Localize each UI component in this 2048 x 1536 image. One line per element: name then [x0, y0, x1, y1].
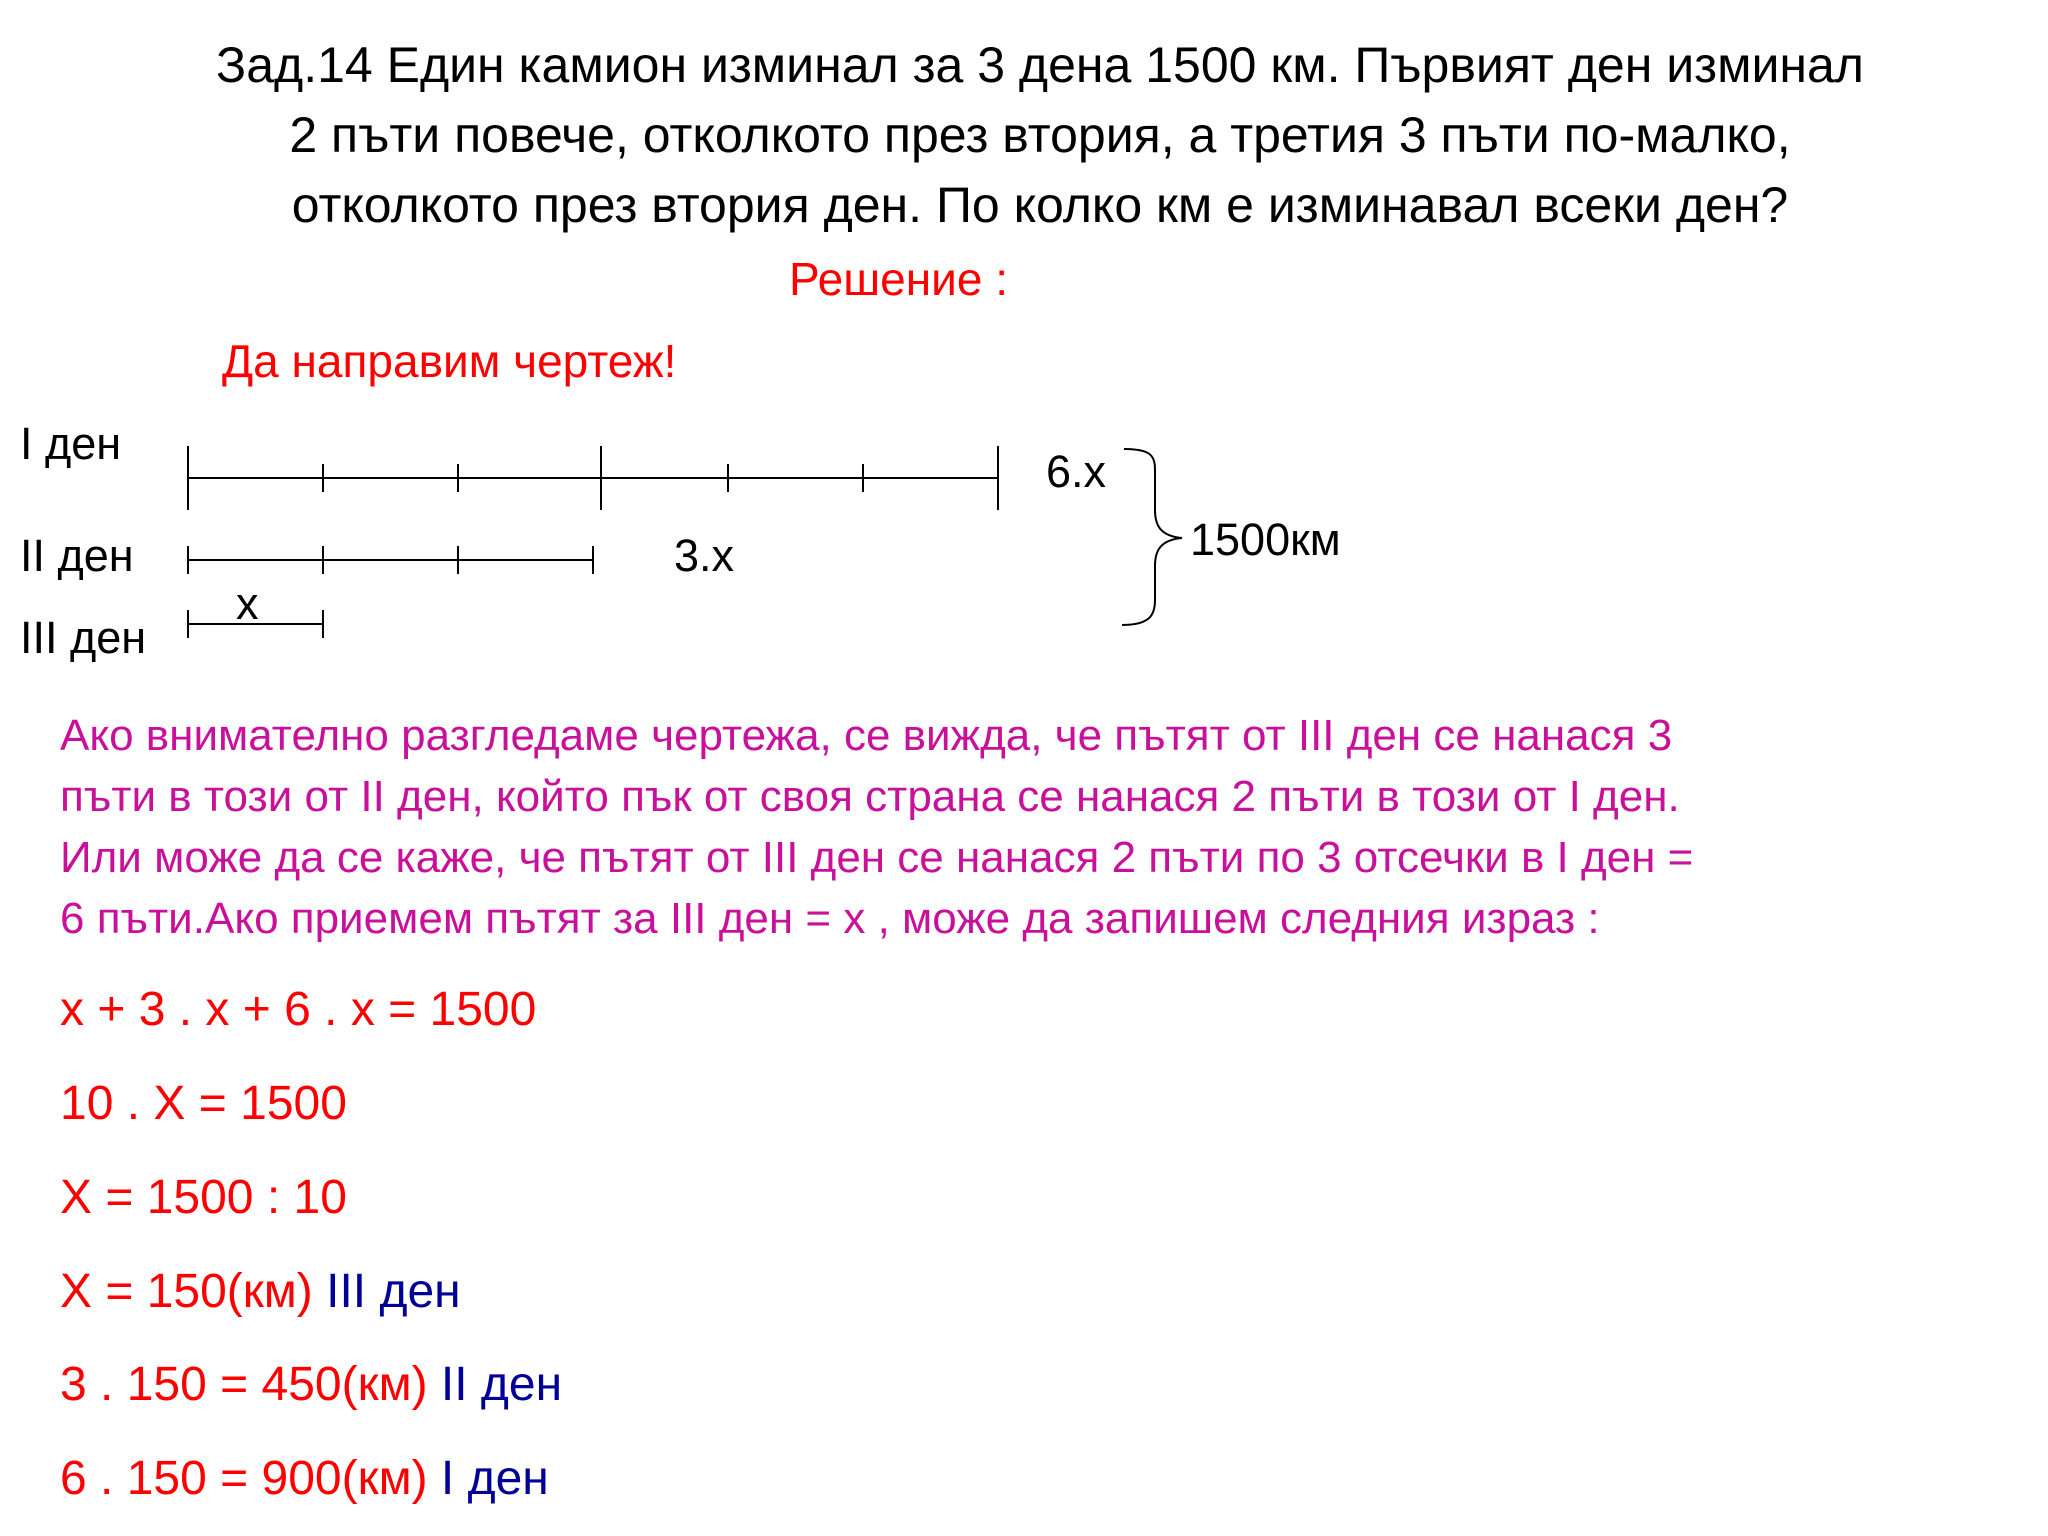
problem-line: отколкото през втория ден. По колко км е изминавал всеки ден?: [291, 177, 1789, 233]
explanation-line: Или може да се каже, че пътят от III ден се нанася 2 пъти по 3 отсечки в I ден =: [60, 833, 1694, 882]
solution-step: [60, 1264, 461, 1319]
step-equation: X = 150(км): [60, 1265, 313, 1318]
step-equation: 3 . 150 = 450(км): [60, 1358, 428, 1411]
problem-line: Зад.14 Един камион изминал за 3 дена 1500 км. Първият ден изминал: [216, 37, 1864, 93]
solution-step: [60, 1076, 347, 1131]
step-note: III ден: [326, 1265, 461, 1318]
step-equation: x + 3 . x + 6 . x = 1500: [60, 983, 537, 1036]
segments-group: [188, 446, 998, 638]
day1-segment-label: 6.x: [1046, 446, 1107, 497]
step-equation: X = 1500 : 10: [60, 1171, 347, 1224]
segment-diagram: [0, 0, 2048, 700]
draw-prompt: Да направим чертеж!: [222, 335, 677, 387]
day2-segment-label: 3.x: [674, 530, 735, 581]
solution-step: [60, 1357, 562, 1412]
solution-step: [60, 1170, 347, 1225]
day3-label: III ден: [20, 612, 147, 663]
explanation: [60, 705, 2020, 949]
solution-step: [60, 982, 536, 1037]
step-equation: 6 . 150 = 900(км): [60, 1452, 428, 1505]
day1-label: I ден: [20, 418, 122, 469]
step-note: II ден: [440, 1358, 563, 1411]
day2-label: II ден: [20, 530, 134, 581]
step-equation: 10 . X = 1500: [60, 1077, 347, 1130]
total-label: 1500км: [1190, 514, 1341, 565]
problem-line: 2 пъти повече, отколкото през втория, а третия 3 пъти по-малко,: [289, 107, 1791, 163]
solution-step: [60, 1451, 549, 1506]
explanation-line: Ако внимателно разгледаме чертежа, се вижда, че пътят от III ден се нанася 3: [60, 711, 1673, 760]
explanation-line: пъти в този от II ден, който пък от своя страна се нанася 2 пъти в този от I ден.: [60, 772, 1680, 821]
day3-segment-label: x: [236, 578, 259, 629]
step-note: I ден: [440, 1452, 549, 1505]
solution-heading: Решение :: [789, 253, 1008, 305]
curly-brace: [1122, 449, 1182, 625]
explanation-line: 6 пъти.Ако приемем пътят за III ден = x , може да запишем следния израз :: [60, 894, 1600, 943]
